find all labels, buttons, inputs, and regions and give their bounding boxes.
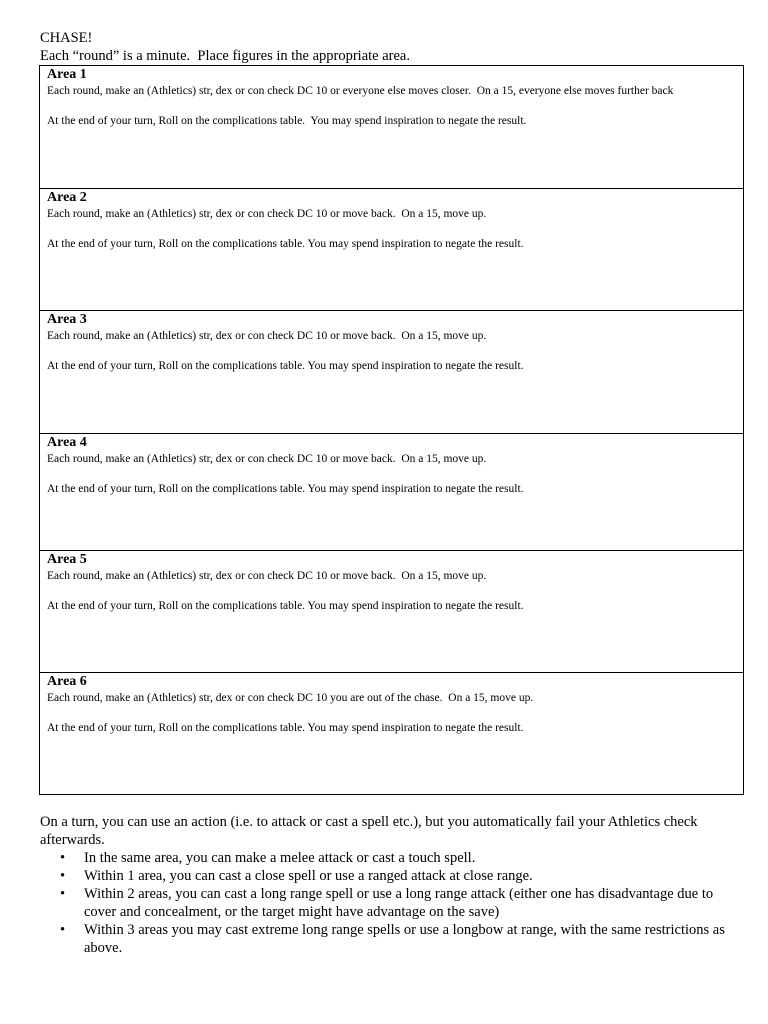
list-item — [40, 867, 730, 885]
bullet-icon: • — [60, 850, 66, 866]
document-title: CHASE! — [40, 30, 93, 46]
area-1-complication-rule: At the end of your turn, Roll on the complications table. You may spend inspiration to negate the result. — [47, 115, 527, 127]
rules-intro: On a turn, you can use an action (i.e. to attack or cast a spell etc.), but you automatically fail your Athletics check afterwards. — [40, 814, 698, 848]
area-3-complication-rule: At the end of your turn, Roll on the complications table. You may spend inspiration to negate the result. — [47, 360, 524, 372]
area-2-complication-rule: At the end of your turn, Roll on the complications table. You may spend inspiration to negate the result. — [47, 238, 524, 250]
list-item — [40, 849, 730, 867]
rule-within-2-areas: Within 2 areas, you can cast a long range spell or use a long range attack (either one has disadvantage due to cover and concealment, or the target might have advantage on the save) — [84, 886, 714, 920]
area-4-complication-rule: At the end of your turn, Roll on the complications table. You may spend inspiration to negate the result. — [47, 483, 524, 495]
area-5-title: Area 5 — [47, 552, 87, 567]
area-2-title: Area 2 — [47, 190, 87, 205]
area-3-check-rule: Each round, make an (Athletics) str, dex or con check DC 10 or move back. On a 15, move up. — [47, 330, 487, 342]
area-5-check-rule: Each round, make an (Athletics) str, dex or con check DC 10 or move back. On a 15, move up. — [47, 570, 487, 582]
area-2-check-rule: Each round, make an (Athletics) str, dex or con check DC 10 or move back. On a 15, move up. — [47, 208, 487, 220]
list-item — [40, 885, 730, 921]
area-5-cell — [40, 550, 743, 672]
bullet-icon: • — [60, 886, 66, 902]
area-3-title: Area 3 — [47, 312, 87, 327]
area-6-title: Area 6 — [47, 674, 87, 689]
bullet-icon: • — [60, 922, 66, 938]
area-1-title: Area 1 — [47, 67, 87, 82]
area-5-complication-rule: At the end of your turn, Roll on the complications table. You may spend inspiration to negate the result. — [47, 600, 524, 612]
list-item — [40, 921, 730, 957]
areas-table — [39, 65, 744, 795]
area-1-cell — [40, 66, 743, 188]
area-3-cell — [40, 310, 743, 433]
area-6-cell — [40, 672, 743, 794]
area-2-cell — [40, 188, 743, 310]
action-rules — [40, 813, 730, 957]
area-1-check-rule: Each round, make an (Athletics) str, dex or con check DC 10 or everyone else moves closer. On a 15, everyone else moves further back — [47, 85, 674, 97]
area-6-check-rule: Each round, make an (Athletics) str, dex or con check DC 10 you are out of the chase. On a 15, move up. — [47, 692, 534, 704]
area-6-complication-rule: At the end of your turn, Roll on the complications table. You may spend inspiration to negate the result. — [47, 722, 524, 734]
bullet-icon: • — [60, 868, 66, 884]
area-4-cell — [40, 433, 743, 550]
rule-within-3-areas: Within 3 areas you may cast extreme long range spells or use a longbow at range, with the same restrictions as above. — [84, 922, 725, 956]
area-4-title: Area 4 — [47, 435, 87, 450]
area-4-check-rule: Each round, make an (Athletics) str, dex or con check DC 10 or move back. On a 15, move up. — [47, 453, 487, 465]
rule-same-area: In the same area, you can make a melee attack or cast a touch spell. — [84, 850, 476, 866]
range-rules-list — [40, 849, 730, 957]
rule-within-1-area: Within 1 area, you can cast a close spell or use a ranged attack at close range. — [84, 868, 533, 884]
document-subtitle: Each “round” is a minute. Place figures in the appropriate area. — [40, 48, 410, 64]
